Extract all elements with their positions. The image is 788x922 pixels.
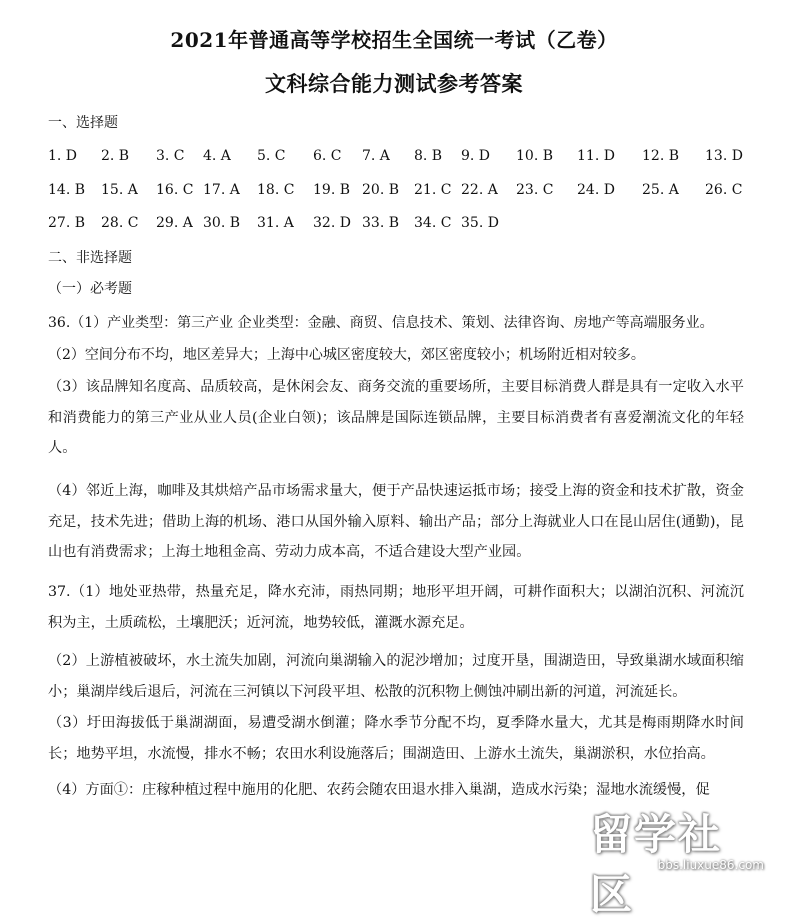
answer-item: 9. D (461, 148, 491, 164)
answer-item: 21. C (414, 182, 452, 198)
section-heading-non-choice: 二、非选择题 (48, 250, 132, 266)
answer-item: 33. B (362, 215, 400, 231)
exam-title: 2021年普通高等学校招生全国统一考试（乙卷） (170, 28, 618, 52)
answer-item: 28. C (101, 215, 139, 231)
answer-item: 22. A (461, 182, 498, 198)
exam-subtitle: 文科综合能力测试参考答案 (265, 71, 523, 96)
watermark-url: bbs.liuxue86.com (657, 858, 764, 872)
answer-item: 19. B (313, 182, 351, 198)
answer-item: 4. A (203, 148, 231, 164)
answer-item: 12. B (642, 148, 680, 164)
q37-part2: （2）上游植被破坏，水土流失加剧，河流向巢湖输入的泥沙增加；过度开垦，围湖造田，导致巢湖水域面积缩小；巢湖岸线后退后，河流在三河镇以下河段平坦、松散的沉积物上侧蚀冲刷出新的河道，河流延长。 (48, 653, 744, 700)
watermark-logo-text: 留学社区 (590, 810, 723, 919)
answer-item: 16. C (156, 182, 194, 198)
q36-part4: （4）邻近上海，咖啡及其烘焙产品市场需求量大，便于产品快速运抵市场；接受上海的资金和技术扩散，资金充足，技术先进；借助上海的机场、港口从国外输入原料、输出产品；部分上海就业人口在昆山居住(通勤)，昆山也有消费需求；上海土地租金高、劳动力成本高，不适合建设大型产业园。 (48, 483, 744, 560)
answer-item: 6. C (313, 148, 342, 164)
answer-item: 3. C (156, 148, 185, 164)
answer-item: 27. B (48, 215, 86, 231)
answer-item: 23. C (516, 182, 554, 198)
answer-item: 30. B (203, 215, 241, 231)
answer-item: 18. C (257, 182, 295, 198)
answer-item: 29. A (156, 215, 193, 231)
answer-item: 2. B (101, 148, 130, 164)
answer-item: 20. B (362, 182, 400, 198)
q36-part3: （3）该品牌知名度高、品质较高，是休闲会友、商务交流的重要场所，主要目标消费人群是具有一定收入水平和消费能力的第三产业从业人员(企业白领)；该品牌是国际连锁品牌，主要目标消费者有喜爱潮流文化的年轻人。 (48, 379, 744, 456)
answer-item: 8. B (414, 148, 443, 164)
answer-item: 35. D (461, 215, 499, 231)
answer-item: 34. C (414, 215, 452, 231)
answer-item: 11. D (577, 148, 615, 164)
answer-item: 10. B (516, 148, 554, 164)
answer-item: 14. B (48, 182, 86, 198)
answer-item: 1. D (48, 148, 78, 164)
answer-item: 32. D (313, 215, 351, 231)
answer-item: 17. A (203, 182, 240, 198)
q36-part1: 36.（1）产业类型：第三产业 企业类型：金融、商贸、信息技术、策划、法律咨询、房地产等高端服务业。 (48, 315, 714, 331)
q37-part4: （4）方面①：庄稼种植过程中施用的化肥、农药会随农田退水排入巢湖，造成水污染；湿地水流缓慢，促 (48, 782, 710, 798)
answer-item: 7. A (362, 148, 390, 164)
answer-item: 13. D (705, 148, 743, 164)
section-subheading-required: （一）必考题 (48, 281, 132, 297)
answer-item: 5. C (257, 148, 286, 164)
answer-item: 24. D (577, 182, 615, 198)
q37-part3: （3）圩田海拔低于巢湖湖面，易遭受湖水倒灌；降水季节分配不均，夏季降水量大，尤其是梅雨期降水时间长；地势平坦，水流慢，排水不畅；农田水利设施落后；围湖造田、上游水土流失，巢湖淤积，水位抬高。 (48, 715, 744, 762)
q36-part2: （2）空间分布不均，地区差异大；上海中心城区密度较大，郊区密度较小；机场附近相对较多。 (48, 347, 645, 363)
answer-item: 26. C (705, 182, 743, 198)
answer-item: 15. A (101, 182, 138, 198)
answer-item: 31. A (257, 215, 294, 231)
q37-part1: 37.（1）地处亚热带，热量充足，降水充沛，雨热同期；地形平坦开阔，可耕作面积大；以湖泊沉积、河流沉积为主，土质疏松，土壤肥沃；近河流，地势较低，灌溉水源充足。 (48, 584, 744, 631)
site-watermark (590, 800, 780, 919)
section-heading-choice: 一、选择题 (48, 115, 118, 131)
answer-item: 25. A (642, 182, 679, 198)
